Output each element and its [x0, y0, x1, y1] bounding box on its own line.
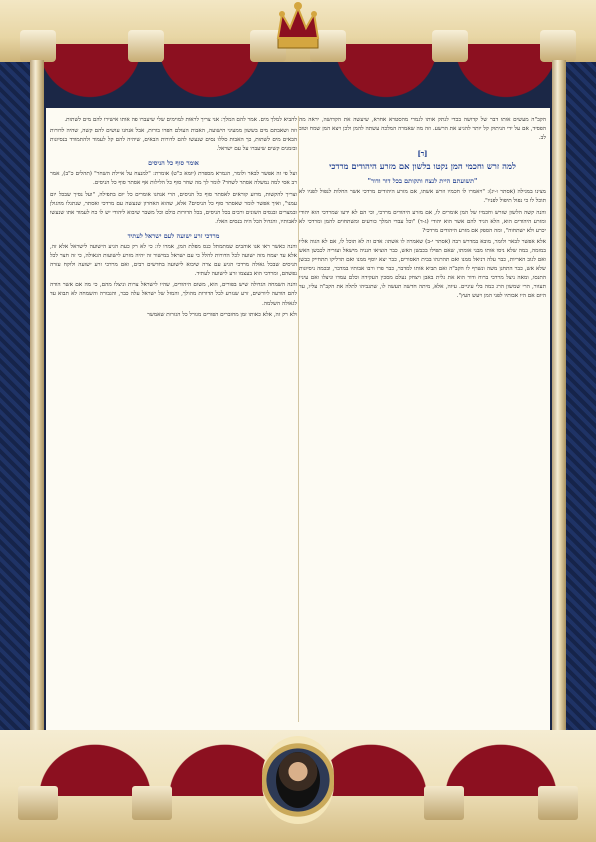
paragraph: והנה קשה הלשון שזרש וחכמיו של המן אומרים לו, אם מזרע היהודים מרדכי, וכי הם לא ידעו שמרדכי הוא יהודי ומזרע היהודים הוא, הלא הגיד להם אשר הוא יהודי (ג-ד) "וכל עבדי המלך כורעים ומשתחוים להמן ומרדכי לא יכרע ולא ישתחוה", ומה הספק אם מזרע היהודים מרדכי? — [299, 209, 546, 234]
column-capital — [432, 30, 468, 62]
right-side-panel — [564, 55, 596, 782]
subheading: "תשועתם היית לנצח ותקותם בכל דור ודור" — [367, 177, 478, 186]
paragraph: מצינו במגילה (אסתר ו-יג): "ויאמרו לו חכמיו וזרש אשתו, אם מזרע היהודים מרדכי אשר החלות לנפול לפניו לא תוכל לו כי נפול תיפול לפניו". — [299, 189, 546, 205]
paragraph: אלא אפשר לבאר ולומר, מובא במדרש רבה (אסתר י-ב) שאמרה לו אשתו: אדם זה לא תוכל לו, אם לא הגוה אליו במזמה, במה שלא ניסו אותו מבני אומתו, שאם תפילו בכבשן האש, כבר הוציאו חנניה מישאל ועזריה לכבשן האש ואם לגוב האריות, כבר עלה דניאל ממנו ואם תהרגהו בבית האסורים, כבר יצא יוסף ממנו ואם תדליקו תתחייק כבשן שלא אש, כבר התחנן משה ונשרף לו הקב"ה ואם תביא אותו למדבר, כבר פרו ורבו אבותיו במדבר, ובכמה ניסיונות התנסו, ומאה ניצל מרדכי ברוח ודור הוא את גלית באבן ויצחק נעלם מסכין העקידה וכלם עמדו וניצלו ואם עיניו תעוור, הרי שמשון הרג כמה בלי עיניים. עיזה, אלא, מיתה חדשה תעשה לו, שתגביהו לתלה את הקב"ה עליו, עד היום אם היו אבותיו לפני המן ויעש העץ". — [299, 238, 546, 300]
right-text-column — [299, 116, 546, 722]
paragraph: והנה השמחה הגדולה שיש בפורים, הוא, משום היהודים, שהיו לישראל צרות וניצלו מהם, כי מה אם אשר הודה להם הודעה ליורשים, זרע שנזרע לכל הדורות מהולך, והמזל של ישראל עלה כבר, והגבורה והשמחה לא תבוא עד לגאולה השלמה. — [50, 282, 297, 307]
column-base — [132, 786, 172, 820]
column-capital — [20, 30, 56, 62]
paragraph: וזה ושאבתם מים בששון ממעיני הישועה, האבות העולם חפרו בורות, אבל אנחנו עושים להם קשה, שהיה לדורות הבאים מים לשתות, כך האבות סללו נסים שנעשו להם לדורות הבאים, שיהיה להם קל לעמוד ולהתמודד בנסיונות ובזמנים קשים שיעברו על עם ישראל. — [50, 128, 297, 153]
column-pillar — [30, 60, 44, 782]
section-number: [ד] — [417, 149, 428, 159]
paragraph: והנה כאשר ראו אנו אוהבים שמתמתל כנס מפלת המן, אמרו לו: כי לא רק כעת הגיע הישועה לישראל אלא זה, אלא עד יצמח מזה ישועה לכל הדורות להלל כי עם ישראל במישור זה יהיה מזרע לישועות הגאולה, כי זה חצר לכל הניסים שבכל גאולה מרדכי הגיע עם צרה שיבוא לישועה בחדשים רבים, ואם מרדכי זרע ישועה ולוקח עזרה נפשהם, ומרדכי הוא בעצמו זרע לישועה לעתיד. — [50, 243, 297, 278]
column-pillar — [552, 60, 566, 782]
column-capital — [540, 30, 576, 62]
left-side-panel — [0, 55, 32, 782]
column-capital — [128, 30, 164, 62]
left-text-column — [50, 116, 297, 722]
paragraph: וצריך להקשות, מדוע קוראים לאסתר סוף כל הניסים, הרי אנחנו אומרים כל יום בתפילה, "ועל נסיך שבכל יום עמנו", ואיך אפשר לומר שאסתר סוף כל הניסים? אלא, שהוא האחרון שנעשה עם מרדכי ואסתר, שנתגלו מהגולן ובמצרים ובנסים השונים ורבים בכל הניסים, בכל הדורות כולם וכל משבר שיבוא ליהודי יש לו כח לעמוד אתו שנעשו לאבותיו, והגדול הכל היה בנסים האלו. — [50, 191, 297, 225]
column-base — [538, 786, 578, 820]
paragraph: ועל פי זה אפשר לבאר ולומר, הגמרא מספרת (יומא כ"ט) אומרת: "למנצח על איילת השחר" (תהלים כ"ב), אמר רב אסי למה נמשלה אסתר לשחר? לומר לך מה שחר סוף כל הלילות אף אסתר סוף כל הניסים. — [50, 171, 297, 187]
subheading: מרדכי זרע ישועה לעם ישראל לעתיד — [127, 231, 220, 240]
paragraph: להביא למלך מים. אמר להם המלך: אני צריך לראות למוימים שלי שיעברו פה אותו אישירו להם מים לשתות. — [64, 117, 297, 123]
column-base — [18, 786, 58, 820]
intro-paragraph: הקב"ה מעשים אותו דבר של קדושה בכדי לנתק אותו לגמרי מהסטרא אחרא, שיעשה את הקדושה, יראה מה הפסיד, אם על ידי הניתוק קל יותר להגיע את הרשע. וזה מה שאמרה המלכה עשתה להמן ולכן ויצא המן שמח וטוב לב. — [299, 117, 546, 142]
rabbi-portrait — [276, 752, 320, 808]
crown-icon — [268, 0, 328, 58]
column-base — [424, 786, 464, 820]
paragraph: ולא רק זה, אלא כאותו זמן מחוברים הפורים מגורל כל הגזרות שאמשר — [147, 311, 297, 318]
subheading: אומר סוף כל הניסים — [148, 159, 199, 168]
section-title: למה זרש וחכמי המן נקטו בלשון אם מזרע היהודים מרדכי — [329, 161, 516, 172]
